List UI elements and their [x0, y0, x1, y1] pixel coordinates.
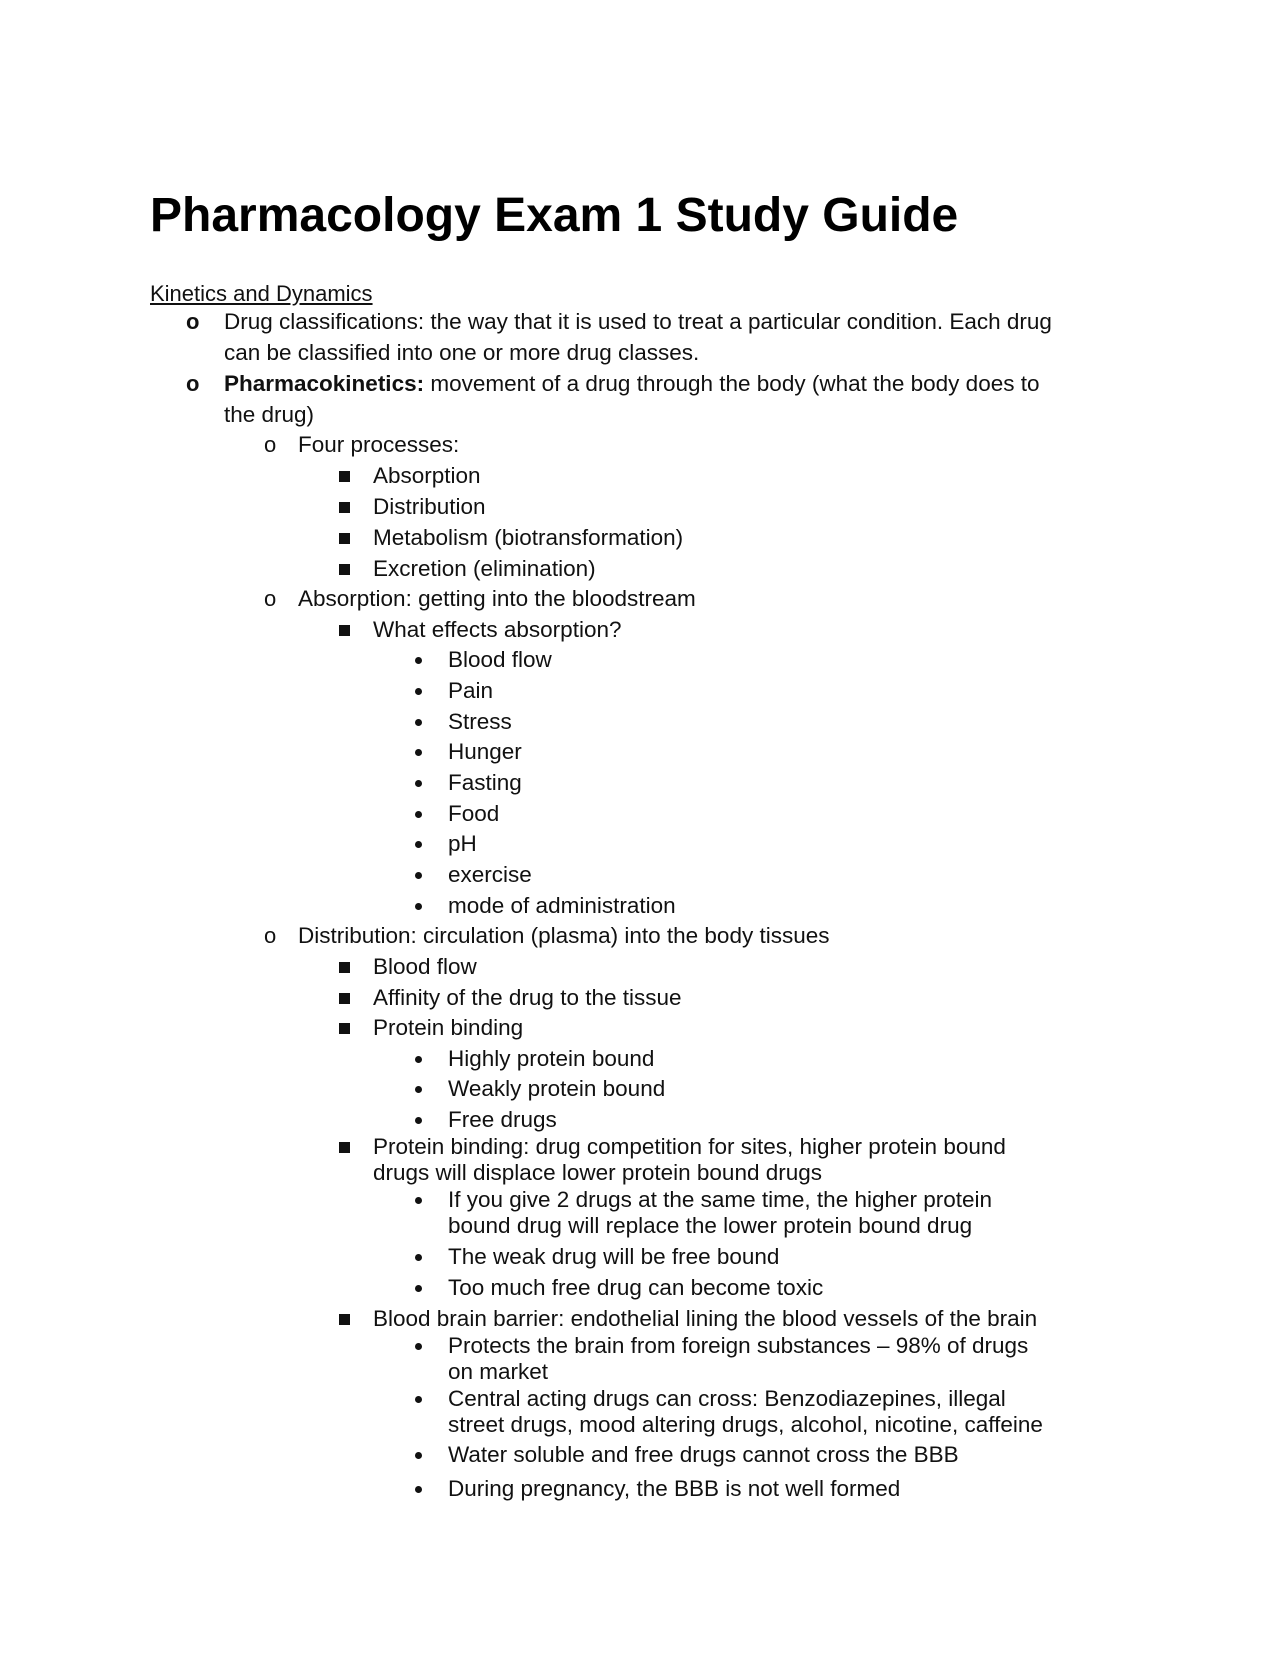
list-item-text: Central acting drugs can cross: Benzodiazepines, illegal [448, 1386, 1006, 1411]
list-item-text: Drug classifications: the way that it is used to treat a particular condition. Each drug [224, 309, 1052, 334]
list-item-text: Absorption: getting into the bloodstream [298, 586, 696, 611]
bullet-dot-marker [415, 841, 422, 848]
list-item-text: can be classified into one or more drug classes. [224, 340, 700, 365]
bullet-square-marker [339, 502, 350, 513]
bullet-dot-marker [415, 1086, 422, 1093]
list-item-text: Distribution: circulation (plasma) into the body tissues [298, 923, 830, 948]
list-item-text: bound drug will replace the lower protein bound drug [448, 1213, 973, 1238]
bullet-dot-marker [415, 811, 422, 818]
list-item-text: Fasting [448, 770, 522, 795]
bullet-o-marker: o [264, 432, 277, 457]
list-item-text: The weak drug will be free bound [448, 1244, 780, 1269]
bullet-square-marker [339, 471, 350, 482]
bullet-square-marker [339, 564, 350, 575]
list-item-text: street drugs, mood altering drugs, alcohol, nicotine, caffeine [448, 1412, 1043, 1437]
bullet-dot-marker [415, 872, 422, 879]
bullet-dot-marker [415, 657, 422, 664]
list-item-text: pH [448, 831, 477, 856]
list-item-text: Excretion (elimination) [373, 556, 596, 581]
bullet-dot-marker [415, 1486, 422, 1493]
bullet-dot-marker [415, 1452, 422, 1459]
list-item-text: Metabolism (biotransformation) [373, 525, 684, 550]
list-item-text: exercise [448, 862, 532, 887]
bullet-dot-marker [415, 1197, 422, 1204]
page-title: Pharmacology Exam 1 Study Guide [150, 189, 959, 242]
bullet-o-bold-marker: o [186, 309, 200, 334]
list-item-text: Stress [448, 709, 512, 734]
list-item-text: Blood flow [373, 954, 477, 979]
list-item-text: Affinity of the drug to the tissue [373, 985, 682, 1010]
list-item-text: Water soluble and free drugs cannot cross the BBB [448, 1442, 959, 1467]
list-item-text: mode of administration [448, 893, 676, 918]
bullet-dot-marker [415, 749, 422, 756]
list-item-text: Protein binding [373, 1015, 524, 1040]
list-item-text: Blood flow [448, 647, 552, 672]
bullet-dot-marker [415, 1117, 422, 1124]
bullet-o-bold-marker: o [186, 371, 200, 396]
list-item-text: the drug) [224, 402, 315, 427]
list-item-text: on market [448, 1359, 549, 1384]
bullet-dot-marker [415, 1056, 422, 1063]
list-item-text: Too much free drug can become toxic [448, 1275, 824, 1300]
list-item-text [224, 370, 1039, 398]
bullet-square-marker [339, 1142, 350, 1153]
bullet-dot-marker [415, 1396, 422, 1403]
list-item-text: Protein binding: drug competition for sites, higher protein bound [373, 1134, 1006, 1159]
bullet-o-marker: o [264, 923, 277, 948]
pharmacokinetics-term: Pharmacokinetics: [224, 371, 425, 396]
bullet-dot-marker [415, 1343, 422, 1350]
pharmacokinetics-definition: movement of a drug through the body (what the body does to [424, 371, 1040, 396]
list-item-text: Protects the brain from foreign substances – 98% of drugs [448, 1333, 1029, 1358]
list-item-text: Pain [448, 678, 494, 703]
list-item-text: Weakly protein bound [448, 1076, 666, 1101]
list-item-text: If you give 2 drugs at the same time, the higher protein [448, 1187, 993, 1212]
list-item-text: Distribution [373, 494, 486, 519]
list-item-text: drugs will displace lower protein bound drugs [373, 1160, 823, 1185]
bullet-dot-marker [415, 719, 422, 726]
bullet-o-marker: o [264, 586, 277, 611]
bullet-square-marker [339, 1023, 350, 1034]
list-item-text: What effects absorption? [373, 617, 622, 642]
list-item-text: Food [448, 801, 500, 826]
section-heading: Kinetics and Dynamics [150, 281, 373, 306]
bullet-square-marker [339, 625, 350, 636]
list-item-text: Free drugs [448, 1107, 557, 1132]
list-item-text: Blood brain barrier: endothelial lining the blood vessels of the brain [373, 1306, 1038, 1331]
bullet-square-marker [339, 1314, 350, 1325]
bullet-dot-marker [415, 688, 422, 695]
bullet-square-marker [339, 993, 350, 1004]
list-item-text: Four processes: [298, 432, 460, 457]
list-item-text: Hunger [448, 739, 522, 764]
bullet-dot-marker [415, 1254, 422, 1261]
list-item-text: During pregnancy, the BBB is not well formed [448, 1476, 901, 1501]
bullet-dot-marker [415, 903, 422, 910]
bullet-dot-marker [415, 1285, 422, 1292]
bullet-square-marker [339, 533, 350, 544]
list-item-text: Highly protein bound [448, 1046, 655, 1071]
list-item-text: Absorption [373, 463, 481, 488]
bullet-square-marker [339, 962, 350, 973]
bullet-dot-marker [415, 780, 422, 787]
